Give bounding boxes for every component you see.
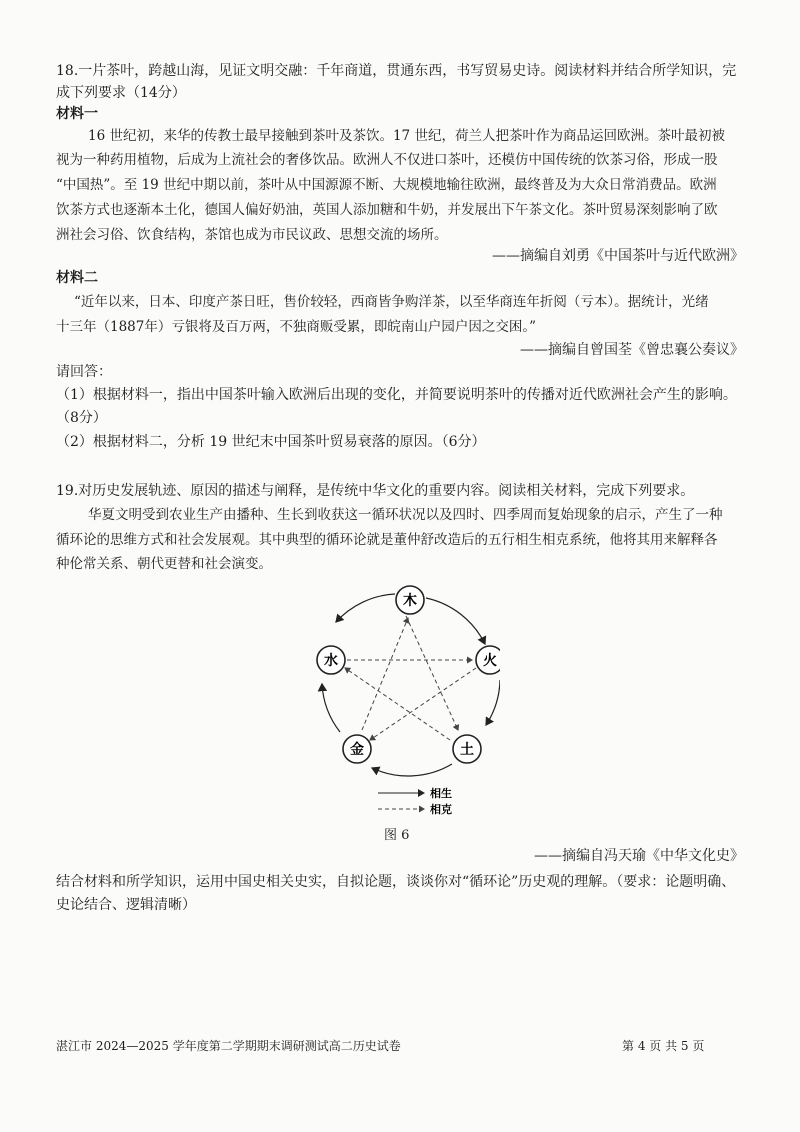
figure-caption: 图 6 (384, 828, 410, 843)
node-earth-label: 土 (460, 742, 474, 758)
restrain-line-metal-wood (362, 618, 408, 730)
material-1-title: 材料一 (56, 106, 98, 122)
material-2-source: ——摘编自曾国荃《曾忠襄公奏议》 (520, 342, 744, 358)
material-2-line: “近年以来，日本、印度产茶日旺，售价较轻，西商皆争购洋茶，以至华商连年折阅（亏本）。据统计，光绪 (74, 294, 709, 310)
footer-page-number: 第 4 页 共 5 页 (622, 1039, 705, 1053)
node-water-label: 水 (324, 653, 338, 669)
q19-task-line1: 结合材料和所学知识，运用中国史相关史实，自拟论题，谈谈你对“循环论”历史观的理解。（要求：论题明确、 (56, 874, 736, 890)
q19-task-line2: 史论结合、逻辑清晰） (56, 897, 196, 913)
five-elements-diagram (300, 582, 500, 827)
material-2-line: 十三年（1887年）亏银将及百万两，不独商贩受累，即皖南山户园户因之交困。” (56, 319, 537, 335)
material-1-line: 16 世纪初，来华的传教士最早接触到茶叶及茶饮。17 世纪，荷兰人把茶叶作为商品运回欧洲。茶叶最初被 (88, 128, 725, 144)
node-metal (343, 735, 371, 763)
q18-sub1-line2: （8分） (56, 410, 107, 426)
material-1-line: 饮茶方式也逐渐本土化，德国人偏好奶油，英国人添加糖和牛奶，并发展出下午茶文化。茶叶贸易深刻影响了欧 (56, 202, 718, 218)
material-1-source: ——摘编自刘勇《中国茶叶与近代欧洲》 (492, 248, 744, 264)
footer-exam-title: 湛江市 2024—2025 学年度第二学期期末调研测试高二历史试卷 (56, 1039, 401, 1053)
node-wood-label: 木 (403, 593, 417, 609)
q19-intro-line: 种伦常关系、朝代更替和社会演变。 (56, 556, 272, 572)
material-1-line: 洲社会习俗、饮食结构，茶馆也成为市民议政、思想交流的场所。 (56, 227, 448, 243)
answer-prompt: 请回答： (56, 364, 112, 380)
q18-sub2: （2）根据材料二，分析 19 世纪末中国茶叶贸易衰落的原因。（6分） (56, 434, 486, 450)
legend-restrain-label: 相克 (430, 803, 452, 816)
diagram-legend (378, 786, 452, 816)
restrain-line-earth-water (345, 668, 450, 740)
q19-source: ——摘编自冯天瑜《中华文化史》 (534, 848, 744, 864)
restrain-line-wood-earth (406, 616, 458, 730)
material-2-title: 材料二 (56, 270, 98, 286)
node-fire-label: 火 (483, 653, 497, 669)
node-fire (476, 646, 500, 674)
q19-stem: 19.对历史发展轨迹、原因的描述与阐释，是传统中华文化的重要内容。阅读相关材料，完成下列要求。 (56, 483, 695, 499)
generate-arc-wood-fire (426, 598, 485, 644)
q19-intro-line: 循环论的思维方式和社会发展观。其中典型的循环论就是董仲舒改造后的五行相生相克系统，他将其用来解释各 (56, 532, 718, 548)
node-metal-label: 金 (350, 742, 364, 758)
generate-arc-fire-earth (486, 680, 500, 725)
generate-arc-earth-metal (372, 764, 452, 776)
restrain-line-fire-metal (370, 668, 476, 740)
q18-stem-line2: 成下列要求（14分） (56, 85, 186, 101)
generate-arc-water-wood (336, 594, 395, 622)
q18-stem-line1: 18.一片茶叶，跨越山海，见证文明交融：千年商道，贯通东西，书写贸易史诗。阅读材料并结合所学知识，完 (56, 63, 737, 79)
node-water (317, 646, 345, 674)
material-1-line: “中国热”。至 19 世纪中期以前，茶叶从中国源源不断、大规模地输往欧洲，最终普及为大众日常消费品。欧洲 (56, 177, 717, 193)
legend-generate-label: 相生 (430, 787, 452, 800)
node-earth (453, 735, 481, 763)
generate-arc-metal-water (322, 684, 340, 732)
node-wood (396, 586, 424, 614)
q19-intro-line: 华夏文明受到农业生产由播种、生长到收获这一循环状况以及四时、四季周而复始现象的启示，产生了一种 (88, 507, 723, 523)
q18-sub1-line1: （1）根据材料一，指出中国茶叶输入欧洲后出现的变化，并简要说明茶叶的传播对近代欧洲社会产生的影响。 (56, 387, 737, 403)
material-1-line: 视为一种药用植物，后成为上流社会的奢侈饮品。欧洲人不仅进口茶叶，还模仿中国传统的饮茶习俗，形成一股 (56, 152, 718, 168)
